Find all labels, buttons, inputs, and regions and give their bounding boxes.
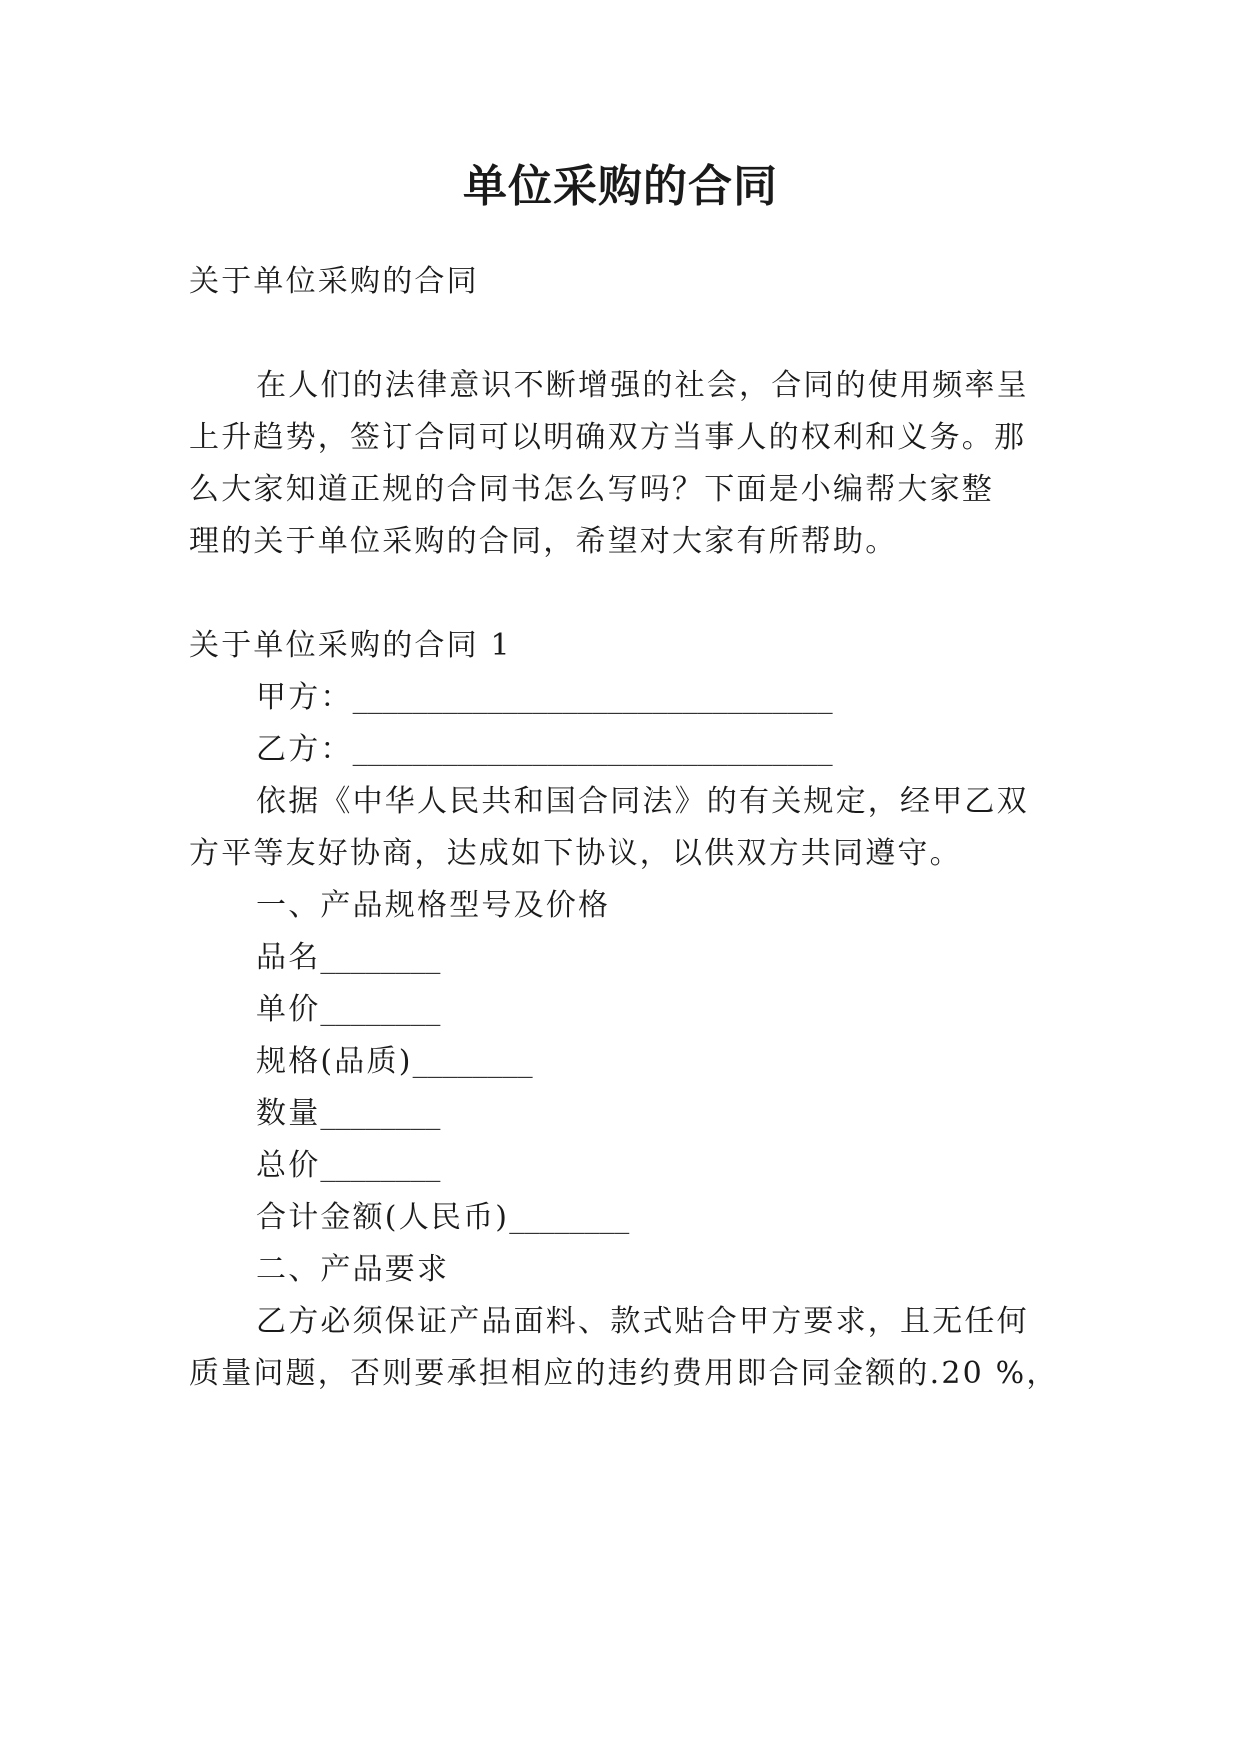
clause-2-line-1: 乙方必须保证产品面料、款式贴合甲方要求，且无任何 (256, 1304, 1029, 1339)
item-quantity-label: 数量 (256, 1096, 321, 1131)
item-spec-label: 规格(品质) (256, 1044, 413, 1079)
party-a-line (256, 678, 1136, 718)
item-total-amount-label: 合计金额(人民币) (256, 1200, 510, 1235)
item-quantity-blank: ________ (320, 1096, 441, 1131)
intro-line-1: 在人们的法律意识不断增强的社会，合同的使用频率呈 (256, 368, 1029, 403)
basis-line-2: 方平等友好协商，达成如下协议，以供双方共同遵守。 (189, 836, 962, 871)
item-total-price-line (256, 1146, 1136, 1186)
item-unit-price-line (256, 990, 1136, 1030)
party-b-line (256, 730, 1136, 770)
item-unit-price-blank: ________ (320, 992, 441, 1027)
item-name-line (256, 938, 1136, 978)
item-name-label: 品名 (256, 940, 321, 975)
intro-line-2: 上升趋势，签订合同可以明确双方当事人的权利和义务。那 (189, 420, 1027, 455)
section-heading: 关于单位采购的合同 1 (189, 628, 512, 663)
basis-line-1: 依据《中华人民共和国合同法》的有关规定，经甲乙双 (256, 784, 1029, 819)
item-quantity-line (256, 1094, 1136, 1134)
party-a-blank: ________________________________ (352, 680, 833, 715)
item-total-price-label: 总价 (256, 1148, 321, 1183)
item-total-price-blank: ________ (320, 1148, 441, 1183)
item-name-blank: ________ (320, 940, 441, 975)
item-total-amount-line (256, 1198, 1136, 1238)
document-subtitle: 关于单位采购的合同 (189, 264, 479, 299)
page-title: 单位采购的合同 (463, 161, 778, 212)
clause-1-heading: 一、产品规格型号及价格 (256, 888, 611, 923)
item-spec-line (256, 1042, 1136, 1082)
item-spec-blank: ________ (412, 1044, 533, 1079)
item-total-amount-blank: ________ (509, 1200, 630, 1235)
intro-line-4: 理的关于单位采购的合同，希望对大家有所帮助。 (189, 524, 898, 559)
intro-line-3: 么大家知道正规的合同书怎么写吗？下面是小编帮大家整 (189, 472, 994, 507)
party-a-label: 甲方： (256, 680, 353, 715)
item-unit-price-label: 单价 (256, 992, 321, 1027)
clause-2-line-2: 质量问题，否则要承担相应的违约费用即合同金额的.20 %， (189, 1356, 1059, 1391)
clause-2-heading: 二、产品要求 (256, 1252, 450, 1287)
party-b-label: 乙方： (256, 732, 353, 767)
party-b-blank: ________________________________ (352, 732, 833, 767)
